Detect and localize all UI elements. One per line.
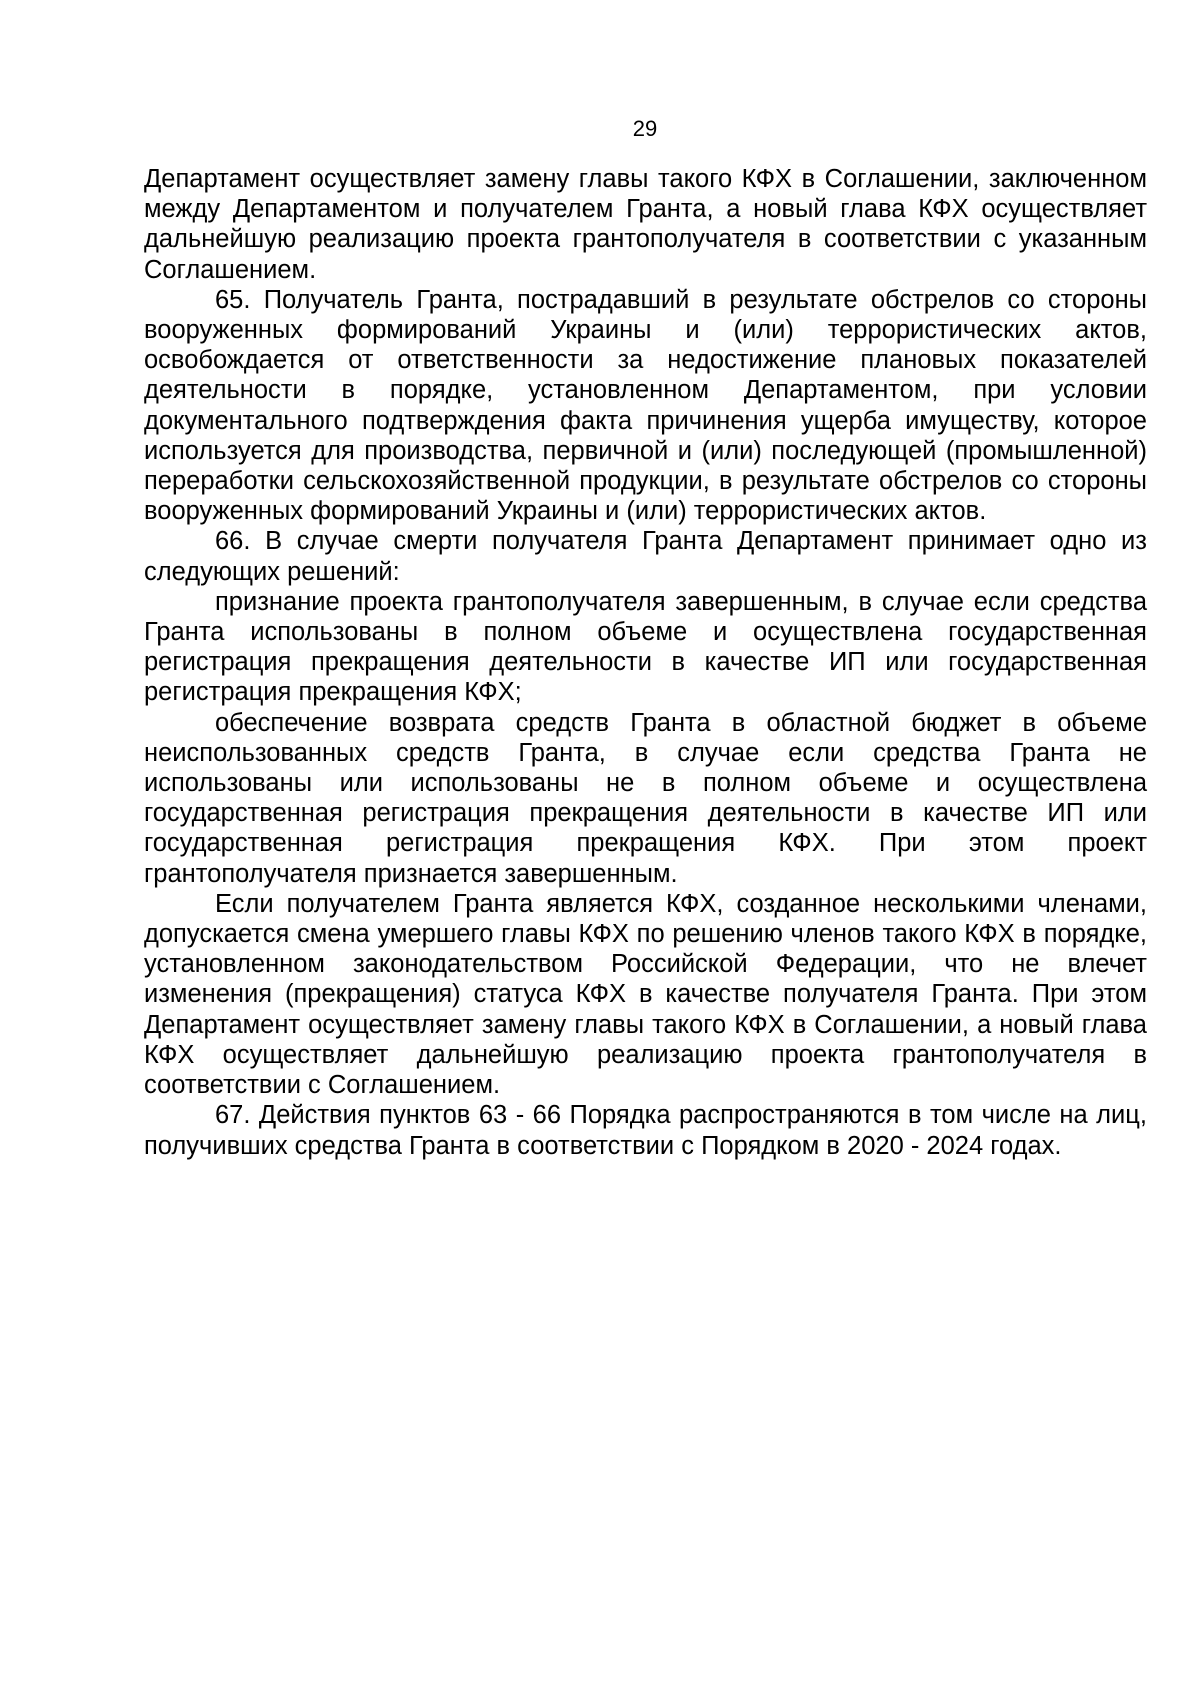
paragraph-66-option-1: признание проекта грантополучателя завершенным, в случае если средства Гранта использованы в полном объеме и осуществлена государственная регистрация прекращения деятельности в качестве ИП или государственная регистрация прекращения КФХ; xyxy=(144,587,1147,707)
paragraph-67: 67. Действия пунктов 63 - 66 Порядка распространяются в том числе на лиц, получивших средства Гранта в соответствии с Порядком в 2020 - 2024 годах. xyxy=(144,1101,1147,1160)
paragraph-continuation: Департамент осуществляет замену главы такого КФХ в Соглашении, заключенном между Департаментом и получателем Гранта, а новый глава КФХ осуществляет дальнейшую реализацию проекта грантополучателя в соответствии с указанным Соглашением. xyxy=(144,165,1147,284)
paragraph-66-kfh-head-change: Если получателем Гранта является КФХ, созданное несколькими членами, допускается смена умершего главы КФХ по решению членов такого КФХ в порядке, установленном законодательством Российской Федерации, что не влечет изменения (прекращения) статуса КФХ в качестве получателя Гранта. При этом Департамент осуществляет замену главы такого КФХ в Соглашении, а новый глава КФХ осуществляет дальнейшую реализацию проекта грантополучателя в соответствии с Соглашением. xyxy=(144,889,1147,1100)
paragraph-65: 65. Получатель Гранта, пострадавший в результате обстрелов со стороны вооруженных формирований Украины и (или) террористических актов, освобождается от ответственности за недостижение плановых показателей деятельности в порядке, установленном Департаментом, при условии документального подтверждения факта причинения ущерба имуществу, которое используется для производства, первичной и (или) последующей (промышленной) переработки сельскохозяйственной продукции, в результате обстрелов со стороны вооруженных формирований Украины и (или) террористических актов. xyxy=(144,285,1147,526)
paragraph-66-option-2: обеспечение возврата средств Гранта в областной бюджет в объеме неиспользованных средств Гранта, в случае если средства Гранта не использованы или использованы не в полном объеме и осуществлена государственная регистрация прекращения деятельности в качестве ИП или государственная регистрация прекращения КФХ. При этом проект грантополучателя признается завершенным. xyxy=(144,708,1147,888)
paragraph-66: 66. В случае смерти получателя Гранта Департамент принимает одно из следующих решений: xyxy=(144,527,1147,586)
page-number: 29 xyxy=(632,116,658,141)
document-body xyxy=(144,164,1147,1161)
